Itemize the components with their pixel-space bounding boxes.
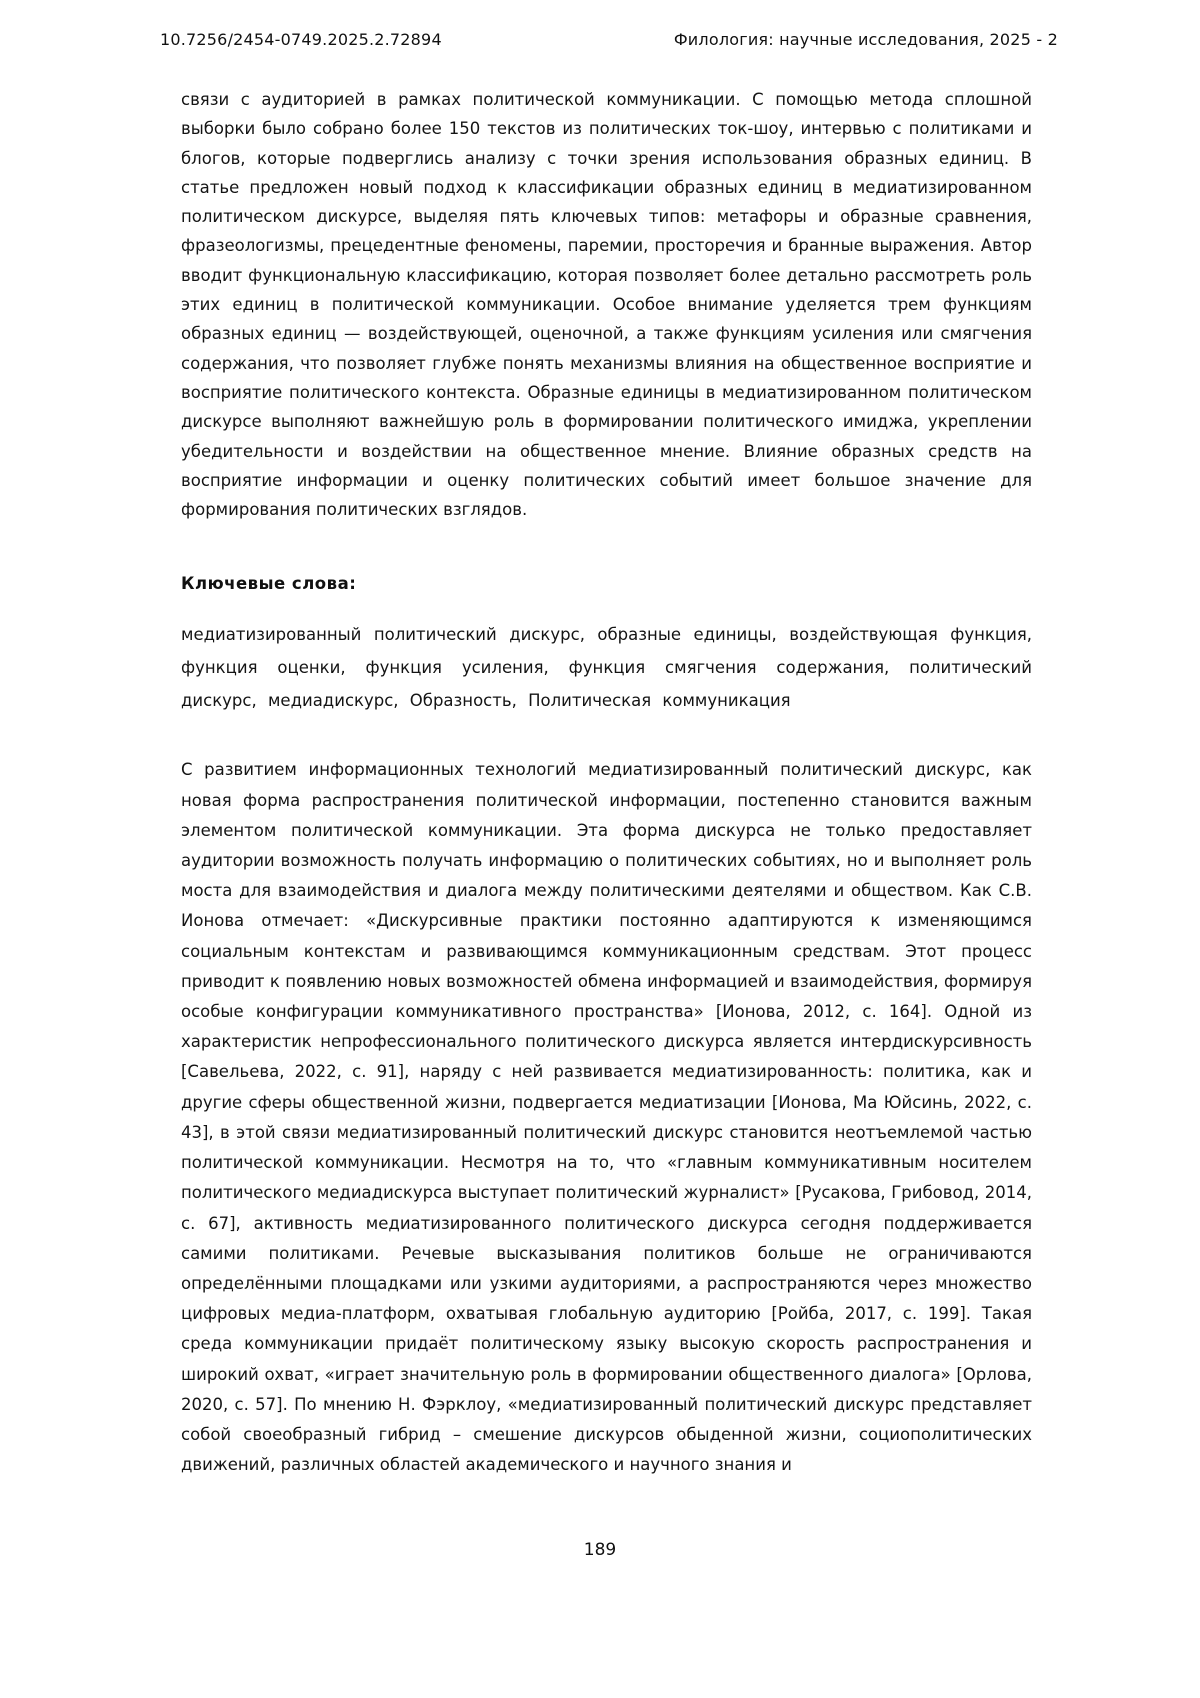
- keywords-heading: Ключевые слова:: [181, 574, 357, 594]
- page-number: 189: [583, 1540, 617, 1560]
- running-head: [160, 30, 1058, 49]
- abstract-paragraph: связи с аудиторией в рамках политической коммуникации. С помощью метода сплошной выборки было собрано более 150 текстов из политических ток-шоу, интервью с политиками и блогов, которые подверглись анализу с точки зрения использования образных единиц. В статье предложен новый подход к классификации образных единиц в медиатизированном политическом дискурсе, выделяя пять ключевых типов: метафоры и образные сравнения, фразеологизмы, прецедентные феномены, паремии, просторечия и бранные выражения. Автор вводит функциональную классификацию, которая позволяет более детально рассмотреть роль этих единиц в политической коммуникации. Особое внимание уделяется трем функциям образных единиц — воздействующей, оценочной, а также функциям усиления или смягчения содержания, что позволяет глубже понять механизмы влияния на общественное восприятие и восприятие политического контекста. Образные единицы в медиатизированном политическом дискурсе выполняют важнейшую роль в формировании политического имиджа, укреплении убедительности и воздействии на общественное мнение. Влияние образных средств на восприятие информации и оценку политических событий имеет большое значение для формирования политических взглядов.: [181, 90, 1032, 520]
- journal-title: Филология: научные исследования, 2025 - 2: [673, 30, 1058, 49]
- body-paragraph: С развитием информационных технологий медиатизированный политический дискурс, как новая форма распространения политической информации, постепенно становится важным элементом политической коммуникации. Эта форма дискурса не только предоставляет аудитории возможность получать информацию о политических событиях, но и выполняет роль моста для взаимодействия и диалога между политическими деятелями и обществом. Как С.В. Ионова отмечает: «Дискурсивные практики постоянно адаптируются к изменяющимся социальным контекстам и развивающимся коммуникационным средствам. Этот процесс приводит к появлению новых возможностей обмена информацией и взаимодействия, формируя особые конфигурации коммуникативного пространства» [Ионова, 2012, с. 164]. Одной из характеристик непрофессионального политического дискурса является интердискурсивность [Савельева, 2022, с. 91], наряду с ней развивается медиатизированность: политика, как и другие сферы общественной жизни, подвергается медиатизации [Ионова, Ма Юйсинь, 2022, с. 43], в этой связи медиатизированный политический дискурс становится неотъемлемой частью политической коммуникации. Несмотря на то, что «главным коммуникативным носителем политического медиадискурса выступает политический журналист» [Русакова, Грибовод, 2014, с. 67], активность медиатизированного политического дискурса сегодня поддерживается самими политиками. Речевые высказывания политиков больше не ограничиваются определёнными площадками или узкими аудиториями, а распространяются через множество цифровых медиа-платформ, охватывая глобальную аудиторию [Ройба, 2017, с. 199]. Такая среда коммуникации придаёт политическому языку высокую скорость распространения и широкий охват, «играет значительную роль в формировании общественного диалога» [Орлова, 2020, с. 57]. По мнению Н. Фэрклоу, «медиатизированный политический дискурс представляет собой своеобразный гибрид – смешение дискурсов обыденной жизни, социополитических движений, различных областей академического и научного знания и: [181, 760, 1032, 1475]
- keywords-text: медиатизированный политический дискурс, образные единицы, воздействующая функция, функция оценки, функция усиления, функция смягчения содержания, политический дискурс, медиадискурс, Образность, Политическая коммуникация: [181, 625, 1032, 711]
- doi-text: 10.7256/2454-0749.2025.2.72894: [160, 30, 442, 49]
